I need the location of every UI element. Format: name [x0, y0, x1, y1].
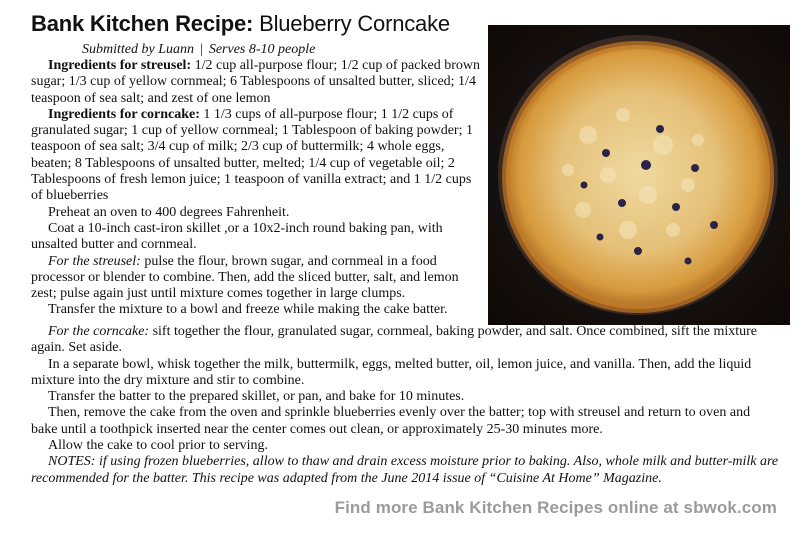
step-corncake: [31, 324, 779, 357]
step-separate-bowl: In a separate bowl, whisk together the milk, buttermilk, eggs, melted butter, oil, lemon juice, and vanilla. Then, add the liquid mixture into the dry mixture and stir to combine.: [31, 356, 752, 388]
step-streusel-label: For the streusel:: [48, 253, 141, 269]
meta-separator: |: [200, 42, 203, 57]
step-transfer-freeze: Transfer the mixture to a bowl and freeze while making the cake batter.: [48, 302, 448, 318]
recipe-name: Blueberry Corncake: [259, 11, 450, 36]
submitted-by: Submitted by Luann: [82, 42, 194, 57]
step-streusel-text: pulse the flour, brown sugar, and cornmeal in a food processor or blender to combine. Then, add the sliced butter, salt, and lemon zest; pulse again just until mixture comes together in large clumps.: [31, 253, 459, 302]
footer-link[interactable]: Find more Bank Kitchen Recipes online at sbwok.com: [334, 498, 777, 517]
recipe-title: [31, 10, 450, 38]
corncake-photo: [488, 25, 790, 325]
recipe-meta: [82, 42, 315, 58]
step-corncake-label: For the corncake:: [48, 324, 150, 339]
step-coat: Coat a 10-inch cast-iron skillet ,or a 10x2-inch round baking pan, with unsalted butter and cornmeal.: [31, 220, 443, 253]
recipe-column: [31, 58, 481, 319]
corncake-photo-icon: [488, 25, 790, 325]
corncake-ingredients-label: Ingredients for corncake:: [48, 106, 200, 122]
streusel-ingredients-label: Ingredients for streusel:: [48, 58, 192, 73]
corncake-ingredients-text: 1 1/3 cups of all-purpose flour; 1 1/2 cups of granulated sugar; 1 cup of yellow cornmeal; 1 Tablespoon of baking powder; 1 teaspoon of sea salt; 3/4 cup of milk; 2/3 cup of buttermilk; 4 whole eggs, beaten; 8 Tablespoons of unsalted butter, melted; 1/4 cup of vegetable oil; 2 Tablespoons of fresh lemon juice; 1 teaspoon of vanilla extract; and 1 1/2 cups of blueberries: [31, 106, 473, 204]
serves: Serves 8-10 people: [208, 42, 316, 57]
step-streusel: [31, 254, 481, 303]
recipe-notes: NOTES: if using frozen blueberries, allow to thaw and drain excess moisture prior to baking. Also, whole milk and butter-milk are recommended for the batter. This recipe was adapted from the June 2014 issue of “Cuisine At Home” Magazine.: [31, 454, 779, 486]
step-cool: Allow the cake to cool prior to serving.: [48, 438, 269, 454]
step-transfer-batter: Transfer the batter to the prepared skillet, or pan, and bake for 10 minutes.: [48, 389, 465, 405]
title-prefix: Bank Kitchen Recipe:: [31, 11, 254, 36]
corncake-ingredients: [31, 107, 481, 205]
step-corncake-text: sift together the flour, granulated sugar, cornmeal, baking powder, and salt. Once combined, sift the mixture again. Set aside.: [31, 324, 757, 356]
streusel-ingredients-text: 1/2 cup all-purpose flour; 1/2 cup of packed brown sugar; 1/3 cup of yellow cornmeal; 6 Tablespoons of unsalted butter, sliced; 1/4 teaspoon of sea salt; and zest of one lemon: [31, 58, 480, 106]
step-preheat: Preheat an oven to 400 degrees Fahrenheit.: [48, 204, 290, 220]
streusel-ingredients: [31, 58, 481, 107]
step-remove: Then, remove the cake from the oven and sprinkle blueberries evenly over the batter; top with streusel and return to oven and bake until a toothpick inserted near the center comes out clean, or approximately 25-30 minutes more.: [31, 405, 751, 437]
recipe-steps-wide: [31, 324, 779, 487]
